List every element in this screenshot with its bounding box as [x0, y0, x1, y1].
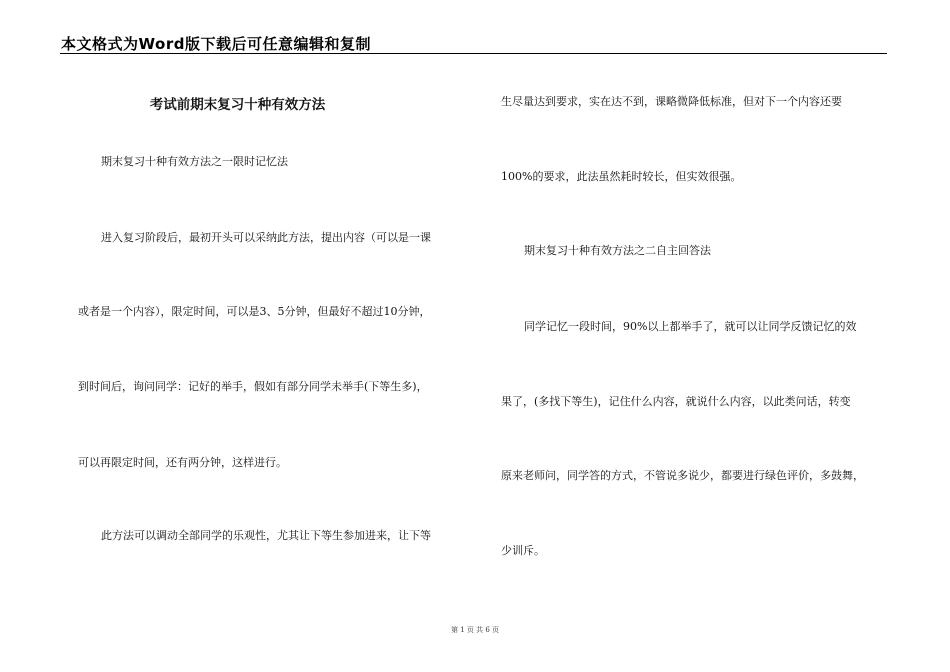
right-line-1: 生尽量达到要求，实在达不到，课略微降低标准，但对下一个内容还要 [501, 95, 842, 108]
left-line-5: 可以再限定时间，还有两分钟，这样进行。 [78, 456, 287, 469]
right-line-6: 原来老师问，同学答的方式，不管说多说少，都要进行绿色评价，多鼓舞， [501, 469, 864, 482]
left-line-2: 进入复习阶段后，最初开头可以采纳此方法，提出内容（可以是一课 [101, 231, 431, 244]
left-line-6: 此方法可以调动全部同学的乐观性，尤其让下等生参加进来，让下等 [101, 529, 431, 542]
left-line-4: 到时间后，询问同学：记好的举手，假如有部分同学未举手(下等生多)， [78, 380, 428, 393]
right-line-5: 果了，(多找下等生)，记住什么内容，就说什么内容，以此类问话，转变 [501, 395, 851, 408]
right-line-2: 100%的要求，此法虽然耗时较长，但实效很强。 [501, 170, 742, 183]
right-line-3: 期末复习十种有效方法之二自主回答法 [524, 244, 711, 257]
left-line-1: 期末复习十种有效方法之一限时记忆法 [101, 155, 288, 168]
document-header: 本文格式为Word版下载后可任意编辑和复制 [61, 35, 371, 53]
page-number: 第 1 页 共 6 页 [450, 626, 500, 634]
right-line-7: 少训斥。 [501, 544, 545, 557]
document-title: 考试前期末复习十种有效方法 [149, 97, 326, 113]
right-line-4: 同学记忆一段时间，90%以上都举手了，就可以让同学反馈记忆的效 [524, 320, 857, 333]
left-line-3: 或者是一个内容），限定时间，可以是3、5分钟，但最好不超过10分钟， [78, 305, 431, 318]
header-divider [60, 53, 887, 54]
